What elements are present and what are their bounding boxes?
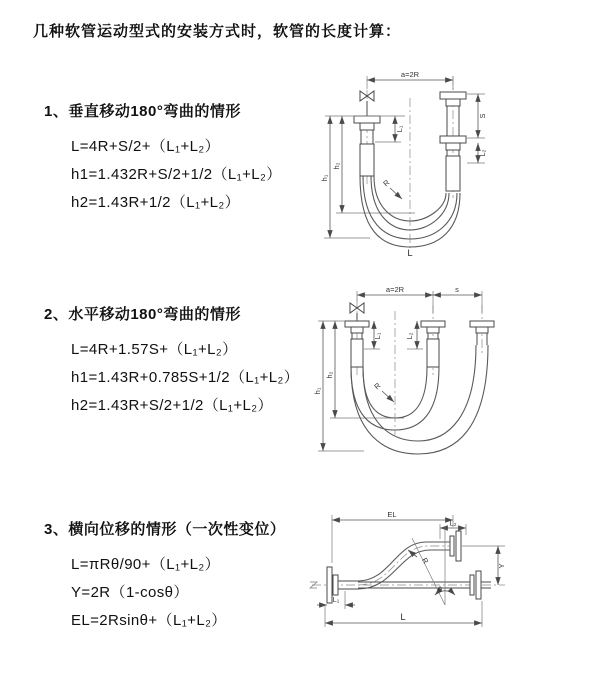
dim-label-span: a=2R <box>385 285 405 294</box>
dim-label-span: a=2R <box>400 70 420 79</box>
dim-label-h2: h₂ <box>325 371 334 379</box>
dim-label-l1: L₁ <box>332 595 340 604</box>
section-2-heading: 2、水平移动180°弯曲的情形 <box>44 306 241 323</box>
radius-construction <box>412 527 455 605</box>
centerlines <box>367 76 453 250</box>
dimension-l2 <box>405 321 423 349</box>
section-vertical-movement <box>44 100 324 215</box>
left-flange <box>354 116 380 144</box>
formula-line: L=4R+1.57S+（L₁+L₂） <box>71 340 238 358</box>
braided-hose-section <box>351 339 363 367</box>
hose-curves <box>351 345 488 454</box>
formula-line: L=πRθ/90+（L₁+L₂） <box>71 555 220 573</box>
dimension-y <box>462 546 506 585</box>
page-title: 几种软管运动型式的安装方式时，软管的长度计算： <box>33 23 402 40</box>
lateral-displacement-diagram <box>300 505 510 650</box>
radius-callout <box>381 178 402 199</box>
formula-line: Y=2R（1-cosθ） <box>71 583 189 601</box>
dim-label-s: s <box>455 285 459 294</box>
dim-label-s: S <box>478 113 487 119</box>
right-flange-lower <box>440 136 466 156</box>
dim-label-h1: h₁ <box>313 387 322 395</box>
section-1-formulas <box>71 131 324 215</box>
dim-label-h1: h₁ <box>320 174 329 182</box>
section-horizontal-movement <box>44 303 324 418</box>
dimension-el <box>332 510 453 563</box>
dim-label-length: L <box>400 612 406 623</box>
dim-label-radius: R <box>419 556 431 566</box>
dim-label-h2: h₂ <box>332 162 341 170</box>
dim-label-length: L <box>407 248 413 258</box>
dim-label-radius: R <box>381 177 392 189</box>
section-1-heading: 1、垂直移动180°弯曲的情形 <box>44 103 241 120</box>
dim-label-l1: L₁ <box>395 125 404 133</box>
braided-hose-section <box>446 156 460 191</box>
radius-callout <box>372 381 394 402</box>
section-lateral-displacement <box>44 518 324 633</box>
formula-line: h2=1.43R+S/2+1/2（L₁+L₂） <box>71 396 273 414</box>
dimension-span <box>357 285 482 313</box>
formula-line: EL=2Rsinθ+（L₁+L₂） <box>71 611 227 629</box>
dimension-l2 <box>467 143 487 163</box>
horizontal-180-bend-diagram <box>312 283 507 460</box>
formula-line: h1=1.432R+S/2+1/2（L₁+L₂） <box>71 165 282 183</box>
dimension-s <box>467 94 487 138</box>
section-3-heading: 3、横向位移的情形（一次性变位） <box>44 521 286 538</box>
dim-label-y: Y <box>497 563 506 569</box>
braided-hose-section <box>427 339 439 367</box>
formula-line: h1=1.43R+0.785S+1/2（L₁+L₂） <box>71 368 300 386</box>
dimension-s <box>433 285 482 295</box>
vertical-180-bend-diagram <box>315 66 515 258</box>
formula-line: L=4R+S/2+（L₁+L₂） <box>71 137 221 155</box>
dim-label-l2: L₂ <box>478 149 487 157</box>
braided-hose-section <box>360 144 374 176</box>
dim-label-l2: L₂ <box>449 518 457 528</box>
dim-label-l1: L₁ <box>373 332 382 340</box>
angle-label-theta: θ <box>437 585 443 594</box>
section-2-formulas <box>71 334 324 418</box>
dim-label-l2: L₂ <box>405 332 414 340</box>
top-right-flange <box>450 531 461 561</box>
formula-line: h2=1.43R+1/2（L₁+L₂） <box>71 193 241 211</box>
dim-label-radius: R <box>372 380 383 392</box>
section-3-formulas <box>71 549 324 633</box>
dimension-span <box>367 70 453 90</box>
dim-label-el: EL <box>387 510 397 519</box>
dimension-h2 <box>325 321 404 418</box>
centerlines <box>357 299 482 435</box>
middle-flange <box>421 321 445 339</box>
